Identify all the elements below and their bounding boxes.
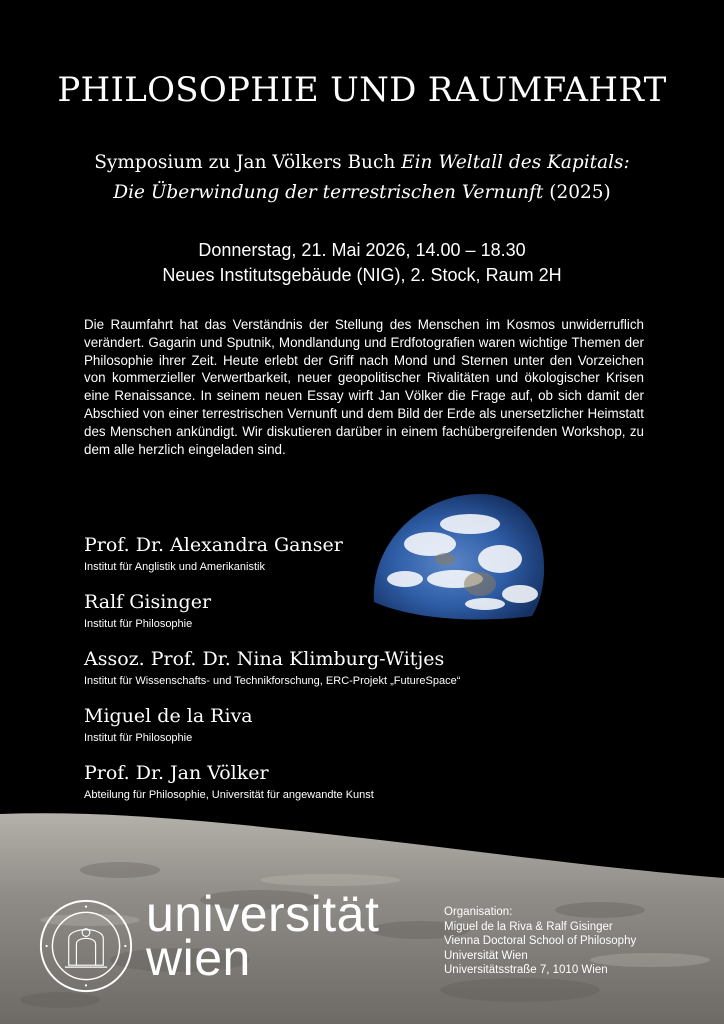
speaker-entry xyxy=(84,646,604,689)
speaker-institution: Institut für Anglistik und Amerikanistik xyxy=(84,561,265,573)
book-title-line2: Die Überwindung der terrestrischen Vernunft xyxy=(113,182,544,203)
speaker-institution: Institut für Philosophie xyxy=(84,732,193,744)
speaker-name: Ralf Gisinger xyxy=(84,591,212,613)
speaker-name: Prof. Dr. Jan Völker xyxy=(84,762,269,784)
speaker-institution: Institut für Wissenschafts- und Technikforschung, ERC-Projekt „FutureSpace“ xyxy=(84,675,461,687)
organisation-line: Vienna Doctoral School of Philosophy xyxy=(444,935,637,948)
event-location: Neues Institutsgebäude (NIG), 2. Stock, Raum 2H xyxy=(162,265,562,285)
organisation-label: Organisation: xyxy=(444,906,513,918)
speaker-entry xyxy=(84,703,604,746)
event-info xyxy=(0,238,724,288)
speaker-name: Assoz. Prof. Dr. Nina Klimburg-Witjes xyxy=(84,648,445,670)
organisation-line: Miguel de la Riva & Ralf Gisinger xyxy=(444,920,613,933)
organisation-block xyxy=(444,905,636,978)
event-date-time: Donnerstag, 21. Mai 2026, 14.00 – 18.30 xyxy=(198,240,526,260)
subtitle-prefix: Symposium zu Jan Völkers Buch xyxy=(94,152,402,173)
speaker-name: Miguel de la Riva xyxy=(84,705,253,727)
speaker-name: Prof. Dr. Alexandra Ganser xyxy=(84,534,343,556)
wordmark-line1: universität xyxy=(146,886,380,942)
organisation-line: Universitätsstraße 7, 1010 Wien xyxy=(444,964,608,977)
university-seal-icon xyxy=(38,898,134,994)
speaker-institution: Institut für Philosophie xyxy=(84,618,193,630)
speaker-entry xyxy=(84,589,604,632)
subtitle xyxy=(40,148,684,208)
speaker-entry xyxy=(84,532,604,575)
book-title-line1: Ein Weltall des Kapitals: xyxy=(401,152,630,173)
poster-title: PHILOSOPHIE UND RAUMFAHRT xyxy=(57,70,667,110)
book-year: (2025) xyxy=(543,182,611,203)
abstract: Die Raumfahrt hat das Verständnis der Stellung des Menschen im Kosmos unwiderruflich verändert. Gagarin und Sputnik, Mondlandung und Erdfotografien waren wichtige Themen der Philosophie ihrer Zeit. Heute erlebt der Griff nach Mond und Sternen unter den Vorzeichen von kommerzieller Verwertbarkeit, neuer geopolitischer Rivalitäten und ökologischer Krisen eine Renaissance. In seinem neuen Essay wirft Jan Völker die Frage auf, ob sich damit der Abschied von einer terrestrischen Vernunft und dem Bild der Erde als unersetzlicher Heimstatt des Menschen ankündigt. Wir diskutieren darüber in einem fachübergreifenden Workshop, zu dem alle herzlich eingeladen sind. xyxy=(84,317,644,457)
wordmark-line2: wien xyxy=(146,930,251,986)
speaker-institution: Abteilung für Philosophie, Universität für angewandte Kunst xyxy=(84,789,374,801)
organisation-line: Universität Wien xyxy=(444,949,528,962)
university-wordmark xyxy=(146,886,380,986)
